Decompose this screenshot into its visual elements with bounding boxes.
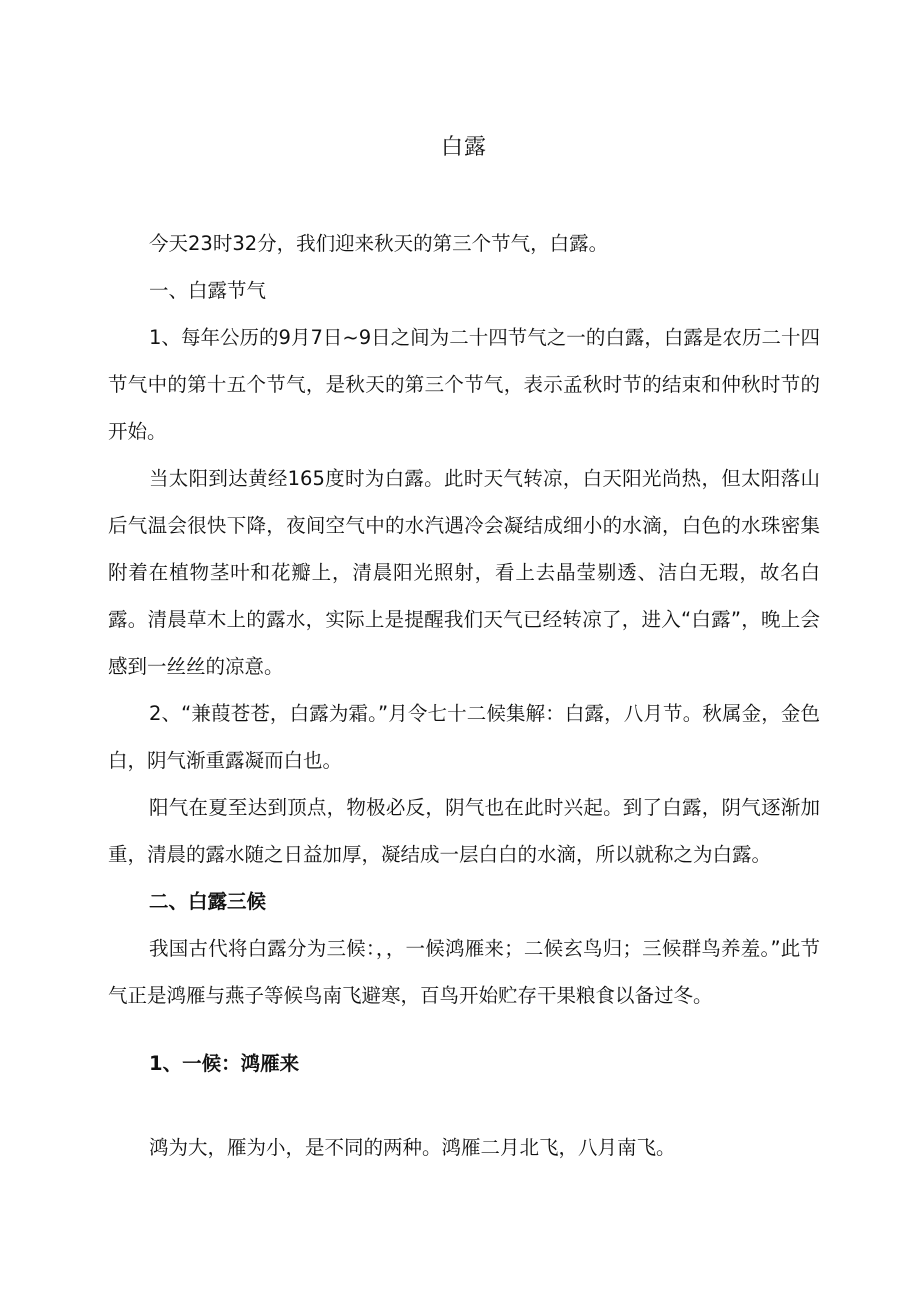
paragraph-sun-longitude: 当太阳到达黄经165度时为白露。此时天气转凉，白天阳光尚热，但太阳落山后气温会很快下降，夜间空气中的水汽遇冷会凝结成细小的水滴，白色的水珠密集附着在植物茎叶和花瓣上，清晨阳光照射，看上去晶莹剔透、洁白无瑕，故名白露。清晨草木上的露水，实际上是提醒我们天气已经转凉了，进入“白露”，晚上会感到一丝丝的凉意。 <box>108 467 820 678</box>
paragraph-three-phases: 我国古代将白露分为三候：，，一候鸿雁来；二候玄鸟归；三候群鸟养羞。”此节气正是鸿雁与燕子等候鸟南飞避寒，百鸟开始贮存干果粮食以备过冬。 <box>108 937 820 1007</box>
section-heading-2: 二、白露三候 <box>149 890 267 913</box>
paragraph-geese: 鸿为大，雁为小，是不同的两种。鸿雁二月北飞，八月南飞。 <box>149 1136 676 1159</box>
intro-paragraph: 今天23时32分，我们迎来秋天的第三个节气，白露。 <box>149 232 609 255</box>
document-title: 白露 <box>440 135 487 160</box>
paragraph-yang-qi: 阳气在夏至达到顶点，物极必反，阴气也在此时兴起。到了白露，阴气逐渐加重，清晨的露水随之日益加厚，凝结成一层白白的水滴，所以就称之为白露。 <box>108 796 820 866</box>
paragraph-poem-quote: 2、“兼葭苍苍，白露为霜。”月令七十二候集解：白露，八月节。秋属金，金色白，阴气渐重露凝而白也。 <box>108 702 820 772</box>
subheading-phase-1: 1、一候：鸿雁来 <box>149 1052 300 1075</box>
paragraph-solar-term-date: 1、每年公历的9月7日~9日之间为二十四节气之一的白露，白露是农历二十四节气中的第十五个节气，是秋天的第三个节气，表示孟秋时节的结束和仲秋时节的开始。 <box>108 326 820 443</box>
section-heading-1: 一、白露节气 <box>149 279 267 302</box>
